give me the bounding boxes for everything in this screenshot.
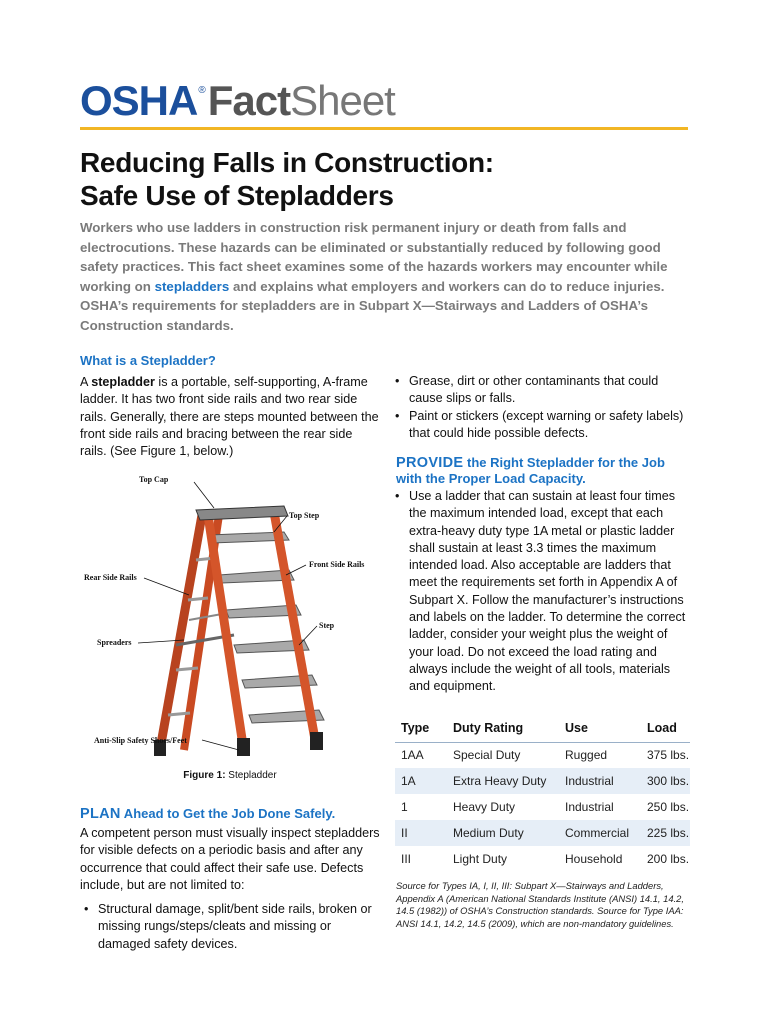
list-item: • Paint or stickers (except warning or safety labels) that could hide possible defects.	[395, 408, 690, 443]
what-is-stepladder-paragraph	[80, 374, 380, 460]
stepladders-link[interactable]: stepladders	[154, 278, 230, 294]
cell-use: Industrial	[559, 768, 641, 794]
rear-rail-left	[159, 515, 202, 755]
label-anti-slip-feet: Anti-Slip Safety Shoes/Feet	[94, 736, 187, 745]
title-line-1: Reducing Falls in Construction:	[80, 147, 494, 178]
figure-caption-label: Figure 1:	[183, 770, 226, 781]
table-row	[395, 820, 690, 846]
cell-use: Commercial	[559, 820, 641, 846]
stepladder-figure	[84, 470, 384, 770]
label-step: Step	[319, 621, 335, 630]
cell-use: Rugged	[565, 748, 608, 763]
foot	[237, 738, 250, 756]
cell-duty-rating: Extra Heavy Duty	[447, 768, 559, 794]
table-row	[395, 768, 690, 794]
defects-list-continued	[395, 373, 690, 442]
plan-heading-rest: Ahead to Get the Job Done Safely.	[120, 806, 336, 821]
cell-type: III	[401, 852, 412, 866]
intro-paragraph	[80, 218, 690, 336]
column-header-duty-rating: Duty Rating	[447, 716, 559, 742]
table-source-note: Source for Types IA, I, II, III: Subpart X—Stairways and Ladders, Appendix A (American National Standards Institute (ANSI) 14.1, 14.2, 14.5 (1982)) of OSHA’s Construction standards. Source for Type IAA: ANSI 14.1, 14.2, 14.5 (2009), which are non-mandatory guidelines.	[396, 880, 684, 929]
label-top-cap: Top Cap	[139, 475, 169, 484]
intro-text-1: Workers who use ladders in construction risk permanent injury or death from falls and electrocutions. These hazards can be eliminated or substantially reduced by following good safety practices. This fact sheet examines some of the hazards workers may encounter while working on	[80, 220, 668, 294]
cell-duty-rating: Medium Duty	[447, 820, 559, 846]
logo-fact-text: Fact	[207, 77, 291, 124]
rear-brace	[188, 598, 208, 600]
list-item: • Use a ladder that can sustain at least four times the maximum intended load, except that each extra-heavy duty type 1A metal or plastic ladder shall sustain at least 3.3 times the maximum intended load. Also acceptable are ladders that meet the requirements set forth in Appendix A of Subpart X. Follow the manufacturer’s instructions and labels on the ladder. To determine the correct ladder, consider your weight plus the weight of your load. Do not exceed the load rating and always include the weight of all tools, materials and equipment.	[395, 488, 690, 696]
cell-type: 1	[401, 800, 408, 814]
column-header-load: Load	[641, 716, 690, 742]
column-header-type: Type	[395, 716, 447, 742]
label-spreaders: Spreaders	[97, 638, 132, 647]
list-item: • Structural damage, split/bent side rails, broken or missing rungs/steps/cleats and missing or damaged safety devices.	[84, 901, 374, 953]
table-row	[395, 794, 690, 820]
plan-heading	[80, 806, 335, 822]
logo-registered-mark: ®	[198, 85, 206, 96]
table-header-row	[395, 716, 690, 742]
cell-duty-rating: Light Duty	[453, 852, 508, 866]
provide-list	[395, 488, 690, 696]
header-rule	[80, 127, 688, 130]
cell-type: II	[395, 820, 447, 846]
title-line-2: Safe Use of Stepladders	[80, 180, 394, 211]
provide-heading	[396, 455, 691, 487]
cell-load: 250 lbs.	[647, 800, 690, 814]
osha-factsheet-logo	[80, 72, 395, 122]
what-is-stepladder-heading: What is a Stepladder?	[80, 353, 216, 368]
cell-load: 200 lbs.	[647, 852, 690, 866]
rear-brace	[176, 668, 198, 670]
cell-load: 375 lbs.	[647, 748, 690, 763]
front-rail-right	[274, 512, 316, 745]
stepladder-term: stepladder	[91, 375, 155, 389]
column-header-use: Use	[559, 716, 641, 742]
cell-load: 300 lbs.	[641, 768, 690, 794]
foot	[310, 732, 323, 750]
ladder-load-table	[395, 716, 690, 872]
front-rail-left	[208, 515, 244, 752]
table-row	[395, 742, 690, 768]
provide-heading-keyword: PROVIDE	[396, 455, 464, 471]
paragraph-prefix: A	[80, 375, 92, 389]
table-row	[395, 846, 690, 872]
figure-caption	[80, 770, 380, 781]
provide-heading-rest: the Right Stepladder for the Job with the Proper Load Capacity.	[396, 455, 665, 486]
rear-brace	[168, 713, 190, 715]
logo-sheet-text: Sheet	[290, 77, 395, 124]
label-top-step: Top Step	[289, 511, 320, 520]
figure-caption-text: Stepladder	[225, 770, 277, 781]
logo-osha-text: OSHA	[80, 77, 198, 124]
paragraph-rest: is a portable, self-supporting, A-frame ladder. It has two front side rails and two rear side rails. Generally, there are steps mounted between the front side rails and bracing between the rear side rails. (See Figure 1, below.)	[80, 375, 379, 459]
label-front-side-rails: Front Side Rails	[309, 560, 365, 569]
cell-type: 1AA	[401, 748, 424, 763]
list-item: • Grease, dirt or other contaminants that could cause slips or falls.	[395, 373, 690, 408]
cell-use: Industrial	[565, 800, 614, 814]
plan-paragraph: A competent person must visually inspect stepladders for visible defects on a periodic basis and after any occurrence that could affect their safe use. Defects include, but are not limited to:	[80, 826, 380, 892]
intro-text-2: and explains what employers and workers can do to reduce injuries. OSHA’s requirements for stepladders are in Subpart X—Stairways and Ladders of OSHA’s Construction standards.	[80, 278, 665, 333]
page-title	[80, 146, 690, 212]
label-rear-side-rails: Rear Side Rails	[84, 573, 137, 582]
cell-type: 1A	[395, 768, 447, 794]
cell-load: 225 lbs.	[641, 820, 690, 846]
defects-list	[84, 901, 374, 953]
plan-heading-keyword: PLAN	[80, 806, 121, 822]
cell-duty-rating: Special Duty	[453, 748, 521, 763]
cell-use: Household	[565, 852, 623, 866]
cell-duty-rating: Heavy Duty	[453, 800, 516, 814]
